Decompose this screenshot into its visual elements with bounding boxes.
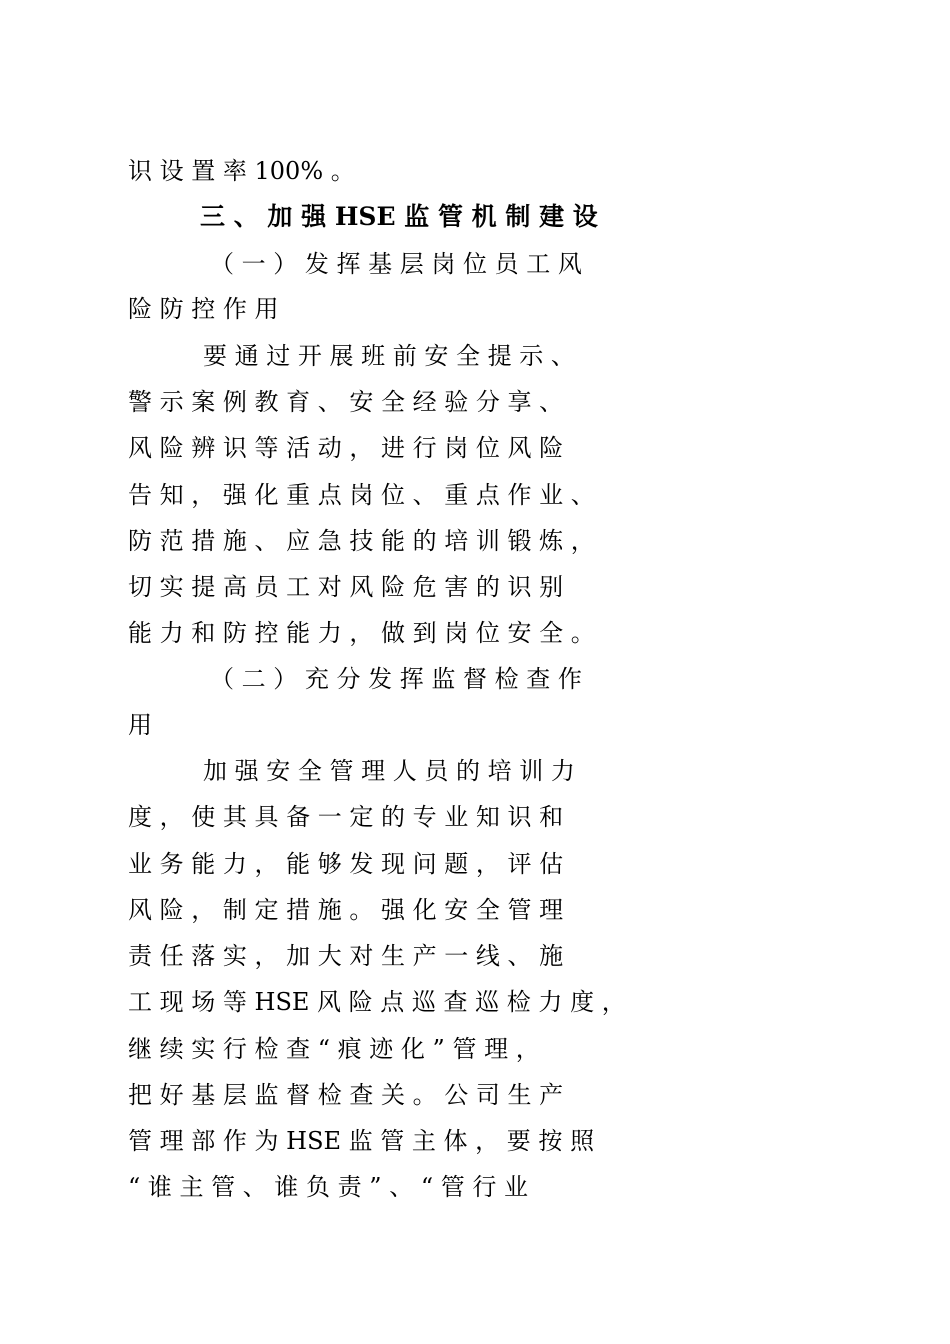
subsection-heading-cont: 用	[128, 711, 152, 739]
paragraph-line: 警 示 案 例 教 育 、 安 全 经 验 分 享 、	[128, 388, 564, 416]
paragraph-line: 业 务 能 力 ， 能 够 发 现 问 题 ， 评 估	[128, 850, 564, 878]
paragraph-line: 继 续 实 行 检 查 “ 痕 迹 化 ” 管 理 ，	[128, 1035, 540, 1063]
paragraph-line: 风 险 辨 识 等 活 动 ， 进 行 岗 位 风 险	[128, 434, 564, 462]
paragraph-line: 能 力 和 防 控 能 力 ， 做 到 岗 位 安 全 。	[128, 619, 595, 647]
paragraph-line: 工 现 场 等 HSE 风 险 点 巡 查 巡 检 力 度 ，	[128, 988, 626, 1016]
paragraph-line: 责 任 落 实 ， 加 大 对 生 产 一 线 、 施	[128, 942, 564, 970]
paragraph-line: 要 通 过 开 展 班 前 安 全 提 示 、	[203, 342, 575, 370]
paragraph-line: 把 好 基 层 监 督 检 查 关 。 公 司 生 产	[128, 1081, 564, 1109]
paragraph-line: 告 知 ， 强 化 重 点 岗 位 、 重 点 作 业 、	[128, 481, 595, 509]
subsection-heading-cont: 险 防 控 作 用	[128, 295, 279, 323]
paragraph-line: 防 范 措 施 、 应 急 技 能 的 培 训 锻 炼 ，	[128, 527, 595, 555]
section-heading: 三 、 加 强 HSE 监 管 机 制 建 设	[200, 202, 598, 231]
paragraph-line: “ 谁 主 管 、 谁 负 责 ” 、 “ 管 行 业	[128, 1173, 528, 1201]
paragraph-line: 加 强 安 全 管 理 人 员 的 培 训 力	[203, 757, 575, 785]
text-line: 识 设 置 率 100% 。	[128, 157, 355, 185]
paragraph-line: 度 ， 使 其 具 备 一 定 的 专 业 知 识 和	[128, 803, 564, 831]
paragraph-line: 切 实 提 高 员 工 对 风 险 危 害 的 识 别	[128, 573, 564, 601]
subsection-heading: （ 一 ） 发 挥 基 层 岗 位 员 工 风	[210, 250, 582, 278]
paragraph-line: 管 理 部 作 为 HSE 监 管 主 体 ， 要 按 照	[128, 1127, 595, 1155]
paragraph-line: 风 险 ， 制 定 措 施 。 强 化 安 全 管 理	[128, 896, 564, 924]
subsection-heading: （ 二 ） 充 分 发 挥 监 督 检 查 作	[210, 665, 582, 693]
